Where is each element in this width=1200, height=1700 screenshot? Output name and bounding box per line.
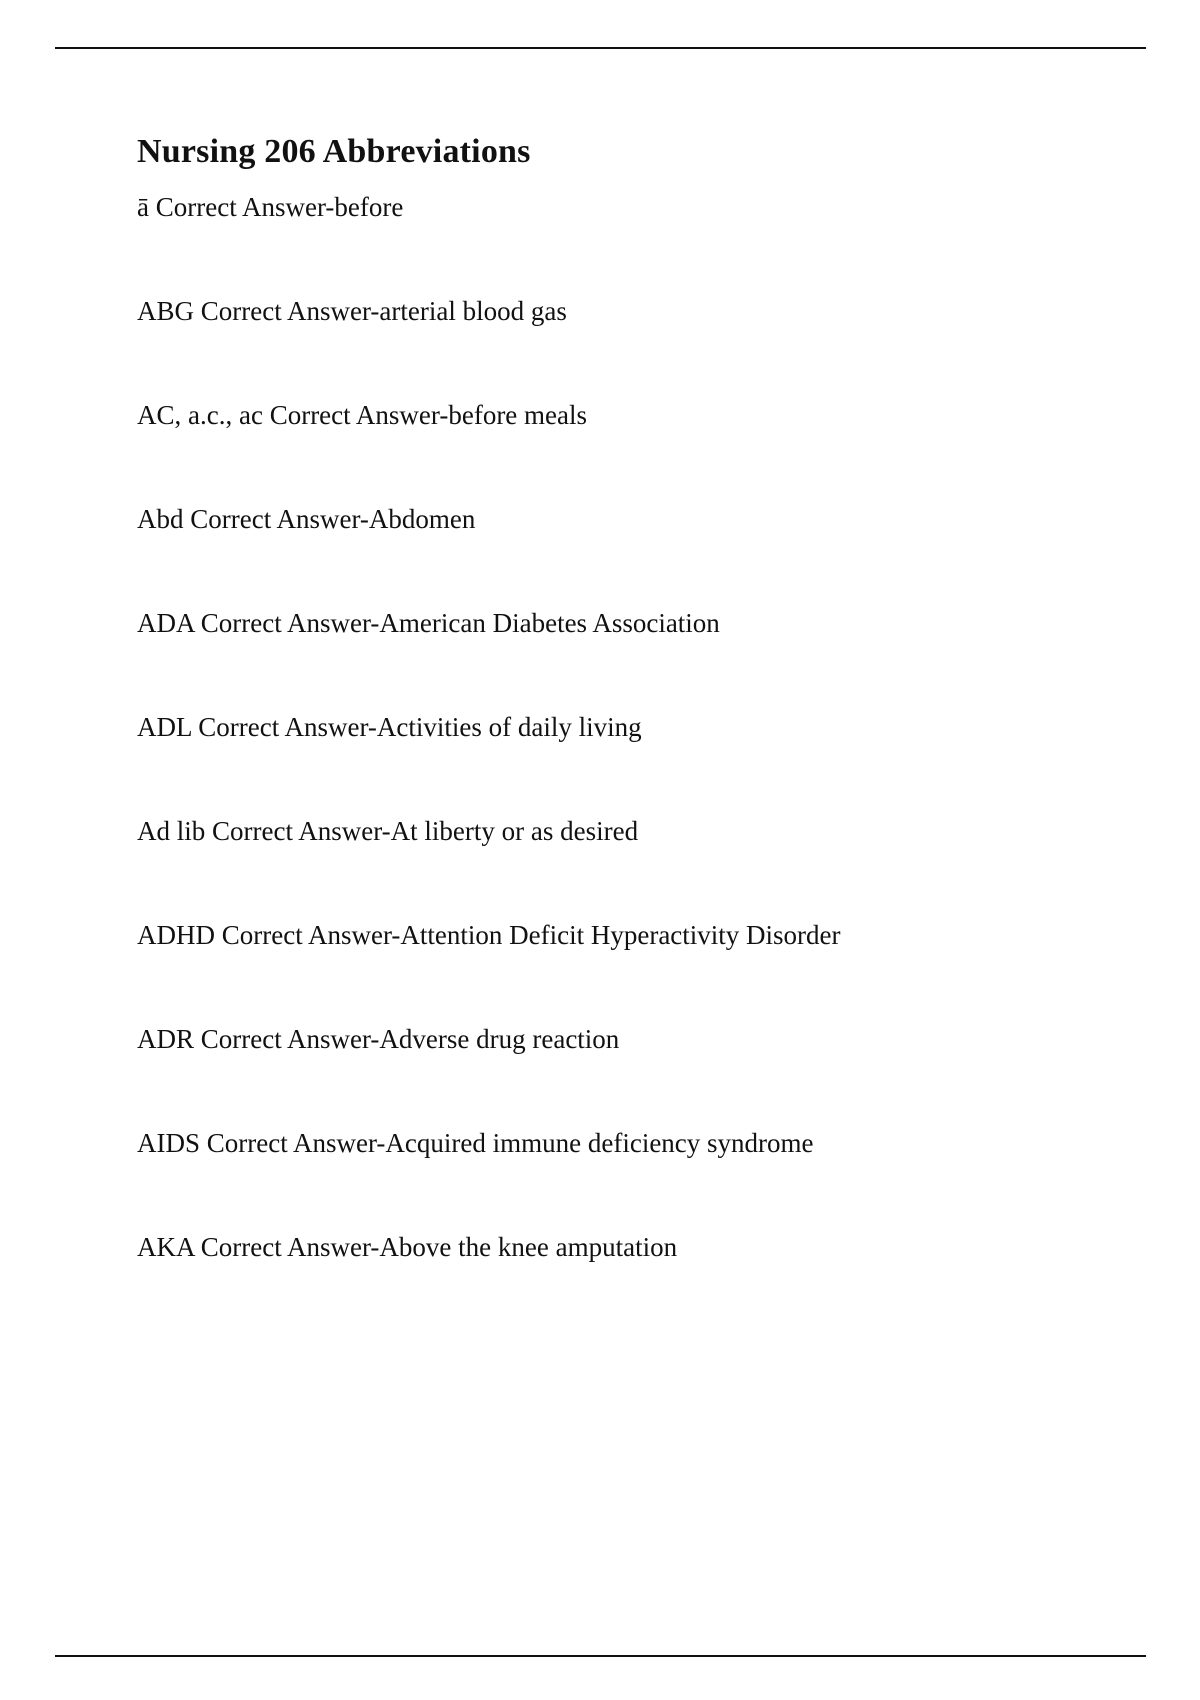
abbreviation-entry: ABG Correct Answer-arterial blood gas	[137, 295, 567, 326]
abbreviation-entry: Abd Correct Answer-Abdomen	[137, 503, 476, 534]
abbreviation-entry: ADL Correct Answer-Activities of daily living	[137, 711, 642, 742]
top-rule	[55, 47, 1146, 49]
abbreviation-entry: ADR Correct Answer-Adverse drug reaction	[137, 1023, 620, 1054]
bottom-rule	[55, 1655, 1146, 1657]
abbreviation-entry: Ad lib Correct Answer-At liberty or as desired	[137, 815, 639, 846]
abbreviation-entry: ADHD Correct Answer-Attention Deficit Hyperactivity Disorder	[137, 919, 841, 950]
abbreviation-entry: ADA Correct Answer-American Diabetes Association	[137, 607, 720, 638]
abbreviation-entry: ā Correct Answer-before	[137, 191, 404, 222]
abbreviation-entry: AKA Correct Answer-Above the knee amputation	[137, 1231, 678, 1262]
page-title: Nursing 206 Abbreviations	[137, 133, 531, 170]
document-content	[137, 132, 1110, 1333]
abbreviation-entry: AIDS Correct Answer-Acquired immune deficiency syndrome	[137, 1127, 814, 1158]
entries-list	[137, 189, 1110, 1265]
abbreviation-entry: AC, a.c., ac Correct Answer-before meals	[137, 399, 588, 430]
